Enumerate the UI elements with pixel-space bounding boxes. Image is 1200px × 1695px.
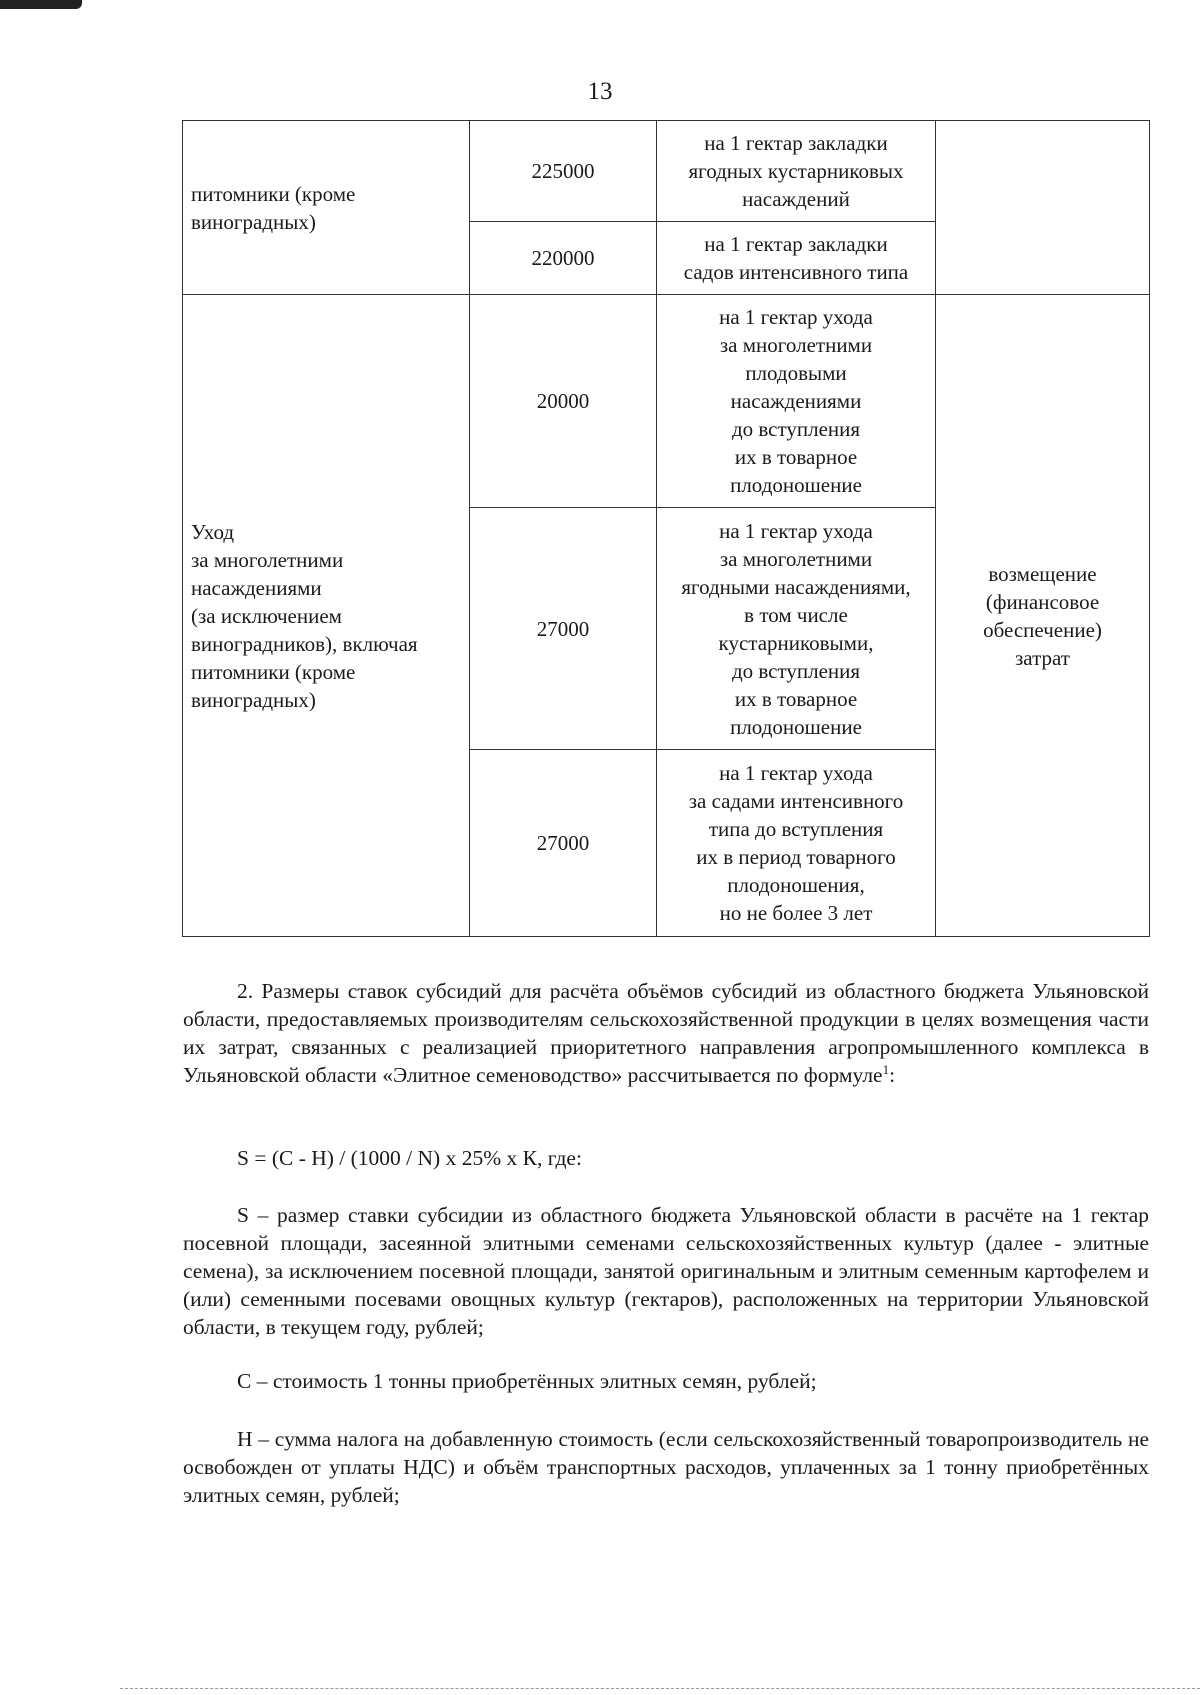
cell-amount: 27000	[470, 750, 657, 937]
cell-amount: 27000	[470, 508, 657, 750]
paragraph-2-text: 2. Размеры ставок субсидий для расчёта объёмов субсидий из областного бюджета Ульяновской области, предоставляемых производителям сельскохозяйственной продукции в целях возмещения части их затрат, связанных с реализацией приоритетного направления агропромышленного комплекса в Ульяновской области «Элитное семеноводство» рассчитывается по формуле	[183, 979, 1149, 1087]
cell-amount: 20000	[470, 295, 657, 508]
scan-edge-mark	[0, 0, 82, 9]
cell-unit: на 1 гектар ухода за садами интенсивного типа до вступления их в период товарного плодоношения, но не более 3 лет	[657, 750, 936, 937]
cell-unit: на 1 гектар ухода за многолетними ягодными насаждениями, в том числе кустарниковыми, до вступления их в товарное плодоношение	[657, 508, 936, 750]
cell-purpose: возмещение (финансовое обеспечение) затрат	[936, 295, 1150, 937]
cell-unit: на 1 гектар закладки ягодных кустарниковых насаждений	[657, 121, 936, 222]
paragraph-2-end: :	[889, 1063, 896, 1087]
table-row	[183, 295, 1150, 508]
footnote-mark: 1	[882, 1061, 890, 1077]
subsidy-rates-table	[182, 120, 1150, 937]
paragraph-2	[183, 977, 1149, 1089]
formula: S = (С - Н) / (1000 / N) x 25% x К, где:	[237, 1146, 582, 1170]
table-row	[183, 121, 1150, 222]
cell-unit: на 1 гектар закладки садов интенсивного типа	[657, 222, 936, 295]
definition-s: S – размер ставки субсидии из областного бюджета Ульяновской области в расчёте на 1 гектар посевной площади, засеянной элитными семенами сельскохозяйственных культур (далее - элитные семена), за исключением посевной площади, занятой оригинальным и элитным семенным картофелем и (или) семенными посевами овощных культур (гектаров), расположенных на территории Ульяновской области, в текущем году, рублей;	[183, 1203, 1149, 1339]
cell-purpose	[936, 121, 1150, 295]
definition-h: Н – сумма налога на добавленную стоимость (если сельскохозяйственный товаропроизводитель не освобожден от уплаты НДС) и объём транспортных расходов, уплаченных за 1 тонну приобретённых элитных семян, рублей;	[183, 1427, 1149, 1507]
cell-amount: 220000	[470, 222, 657, 295]
scan-bottom-edge	[120, 1688, 1200, 1690]
cell-direction: питомники (кроме виноградных)	[183, 121, 470, 295]
page-number: 13	[587, 78, 613, 105]
cell-unit: на 1 гектар ухода за многолетними плодовыми насаждениями до вступления их в товарное плодоношение	[657, 295, 936, 508]
cell-direction: Уход за многолетними насаждениями (за исключением виноградников), включая питомники (кроме виноградных)	[183, 295, 470, 937]
cell-amount: 225000	[470, 121, 657, 222]
definition-c: С – стоимость 1 тонны приобретённых элитных семян, рублей;	[237, 1369, 817, 1393]
